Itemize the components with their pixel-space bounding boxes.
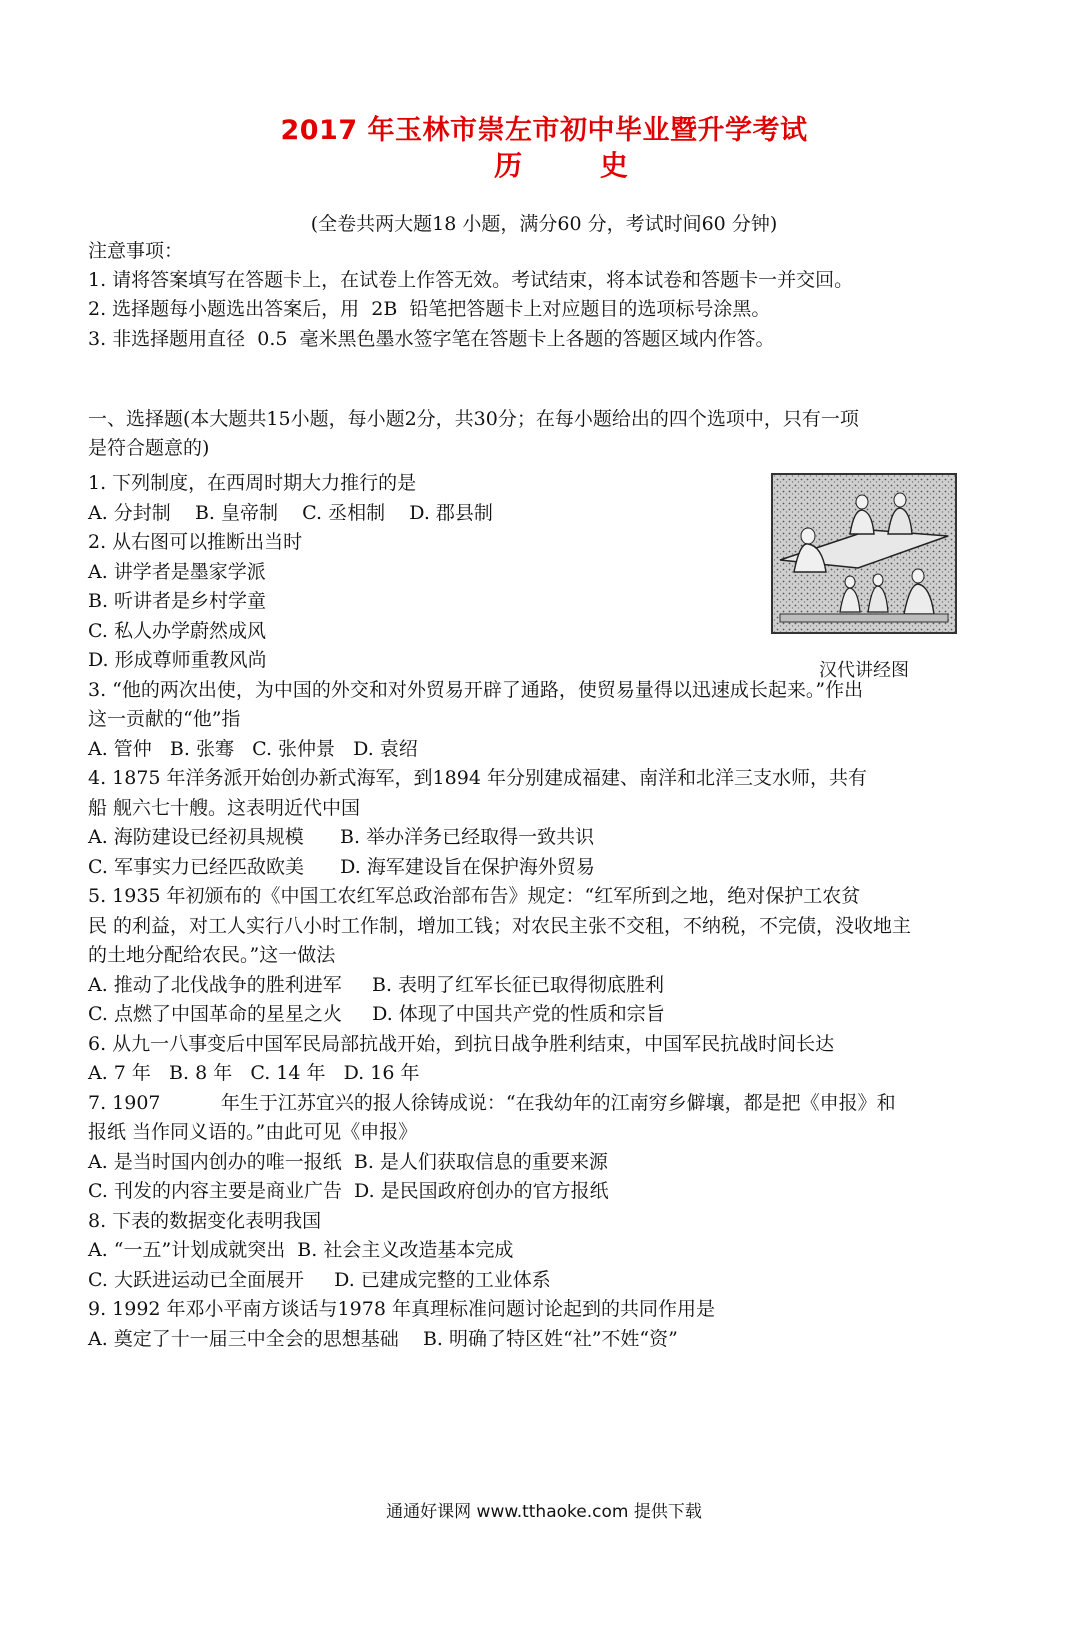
question-line: A. 讲学者是墨家学派 bbox=[88, 561, 266, 583]
question-line: A. 奠定了十一届三中全会的思想基础 B. 明确了特区姓“社”不姓“资” bbox=[88, 1328, 678, 1350]
figure-caption: 汉代讲经图 bbox=[819, 660, 909, 681]
question-line: A. 分封制 B. 皇帝制 C. 丞相制 D. 郡县制 bbox=[88, 502, 493, 524]
question-line: 1. 下列制度，在西周时期大力推行的是 bbox=[88, 472, 417, 494]
question-line: 这一贡献的“他”指 bbox=[88, 708, 241, 730]
question-line: C. 私人办学蔚然成风 bbox=[88, 620, 266, 642]
question-line: A. 管仲 B. 张骞 C. 张仲景 D. 袁绍 bbox=[88, 738, 418, 760]
note-item: 3. 非选择题用直径 0.5 毫米黑色墨水签字笔在答题卡上各题的答题区域内作答。 bbox=[88, 328, 775, 350]
question-line: B. 听讲者是乡村学童 bbox=[88, 590, 267, 612]
section-heading-cont: 是符合题意的) bbox=[88, 437, 210, 459]
question-line: A. 推动了北伐战争的胜利进军 B. 表明了红军长征已取得彻底胜利 bbox=[88, 974, 665, 996]
question-line: 5. 1935 年初颁布的《中国工农红军总政治部布告》规定：“红军所到之地，绝对保护工农贫 bbox=[88, 885, 861, 907]
exam-title: 2017 年玉林市崇左市初中毕业暨升学考试 bbox=[280, 115, 808, 146]
question-line: 7. 1907 年生于江苏宜兴的报人徐铸成说：“在我幼年的江南穷乡僻壤，都是把《申报》和 bbox=[88, 1092, 896, 1114]
question-line: 6. 从九一八事变后中国军民局部抗战开始，到抗日战争胜利结束，中国军民抗战时间长达 bbox=[88, 1033, 835, 1055]
question-line: C. 大跃进运动已全面展开 D. 已建成完整的工业体系 bbox=[88, 1269, 551, 1291]
question-line: A. 7 年 B. 8 年 C. 14 年 D. 16 年 bbox=[88, 1062, 420, 1084]
question-line: D. 形成尊师重教风尚 bbox=[88, 649, 267, 671]
question-line: A. 是当时国内创办的唯一报纸 B. 是人们获取信息的重要来源 bbox=[88, 1151, 608, 1173]
footer-credit: 通通好课网 www.tthaoke.com 提供下载 bbox=[386, 1502, 702, 1522]
question-line: 的土地分配给农民。”这一做法 bbox=[88, 944, 336, 966]
han-lecture-illustration bbox=[770, 472, 958, 635]
notes-heading: 注意事项： bbox=[88, 240, 184, 262]
question-line: C. 点燃了中国革命的星星之火 D. 体现了中国共产党的性质和宗旨 bbox=[88, 1003, 665, 1025]
question-line: 8. 下表的数据变化表明我国 bbox=[88, 1210, 322, 1232]
question-line: C. 军事实力已经匹敌欧美 D. 海军建设旨在保护海外贸易 bbox=[88, 856, 595, 878]
note-item: 2. 选择题每小题选出答案后，用 2B 铅笔把答题卡上对应题目的选项标号涂黑。 bbox=[88, 298, 771, 320]
note-item: 1. 请将答案填写在答题卡上，在试卷上作答无效。考试结束，将本试卷和答题卡一并交回。 bbox=[88, 269, 854, 291]
question-line: A. “一五”计划成就突出 B. 社会主义改造基本完成 bbox=[88, 1239, 514, 1261]
question-line: 报纸 当作同义语的。”由此可见《申报》 bbox=[88, 1121, 418, 1143]
section-heading: 一、选择题(本大题共15小题，每小题2分，共30分；在每小题给出的四个选项中，只有一项 bbox=[88, 408, 859, 430]
question-line: 3. “他的两次出使，为中国的外交和对外贸易开辟了通路，使贸易量得以迅速成长起来。”作出 bbox=[88, 679, 864, 701]
question-line: 船 舰六七十艘。这表明近代中国 bbox=[88, 797, 361, 819]
question-line: 4. 1875 年洋务派开始创办新式海军，到1894 年分别建成福建、南洋和北洋三支水师，共有 bbox=[88, 767, 867, 789]
exam-info: (全卷共两大题18 小题，满分60 分，考试时间60 分钟) bbox=[310, 213, 778, 235]
question-line: 民 的利益，对工人实行八小时工作制，增加工钱；对农民主张不交租，不纳税，不完债，没收地主 bbox=[88, 915, 912, 937]
subject-title: 历 史 bbox=[494, 149, 662, 182]
question-line: 2. 从右图可以推断出当时 bbox=[88, 531, 303, 553]
question-line: 9. 1992 年邓小平南方谈话与1978 年真理标准问题讨论起到的共同作用是 bbox=[88, 1298, 715, 1320]
question-line: A. 海防建设已经初具规模 B. 举办洋务已经取得一致共识 bbox=[88, 826, 595, 848]
question-line: C. 刊发的内容主要是商业广告 D. 是民国政府创办的官方报纸 bbox=[88, 1180, 609, 1202]
